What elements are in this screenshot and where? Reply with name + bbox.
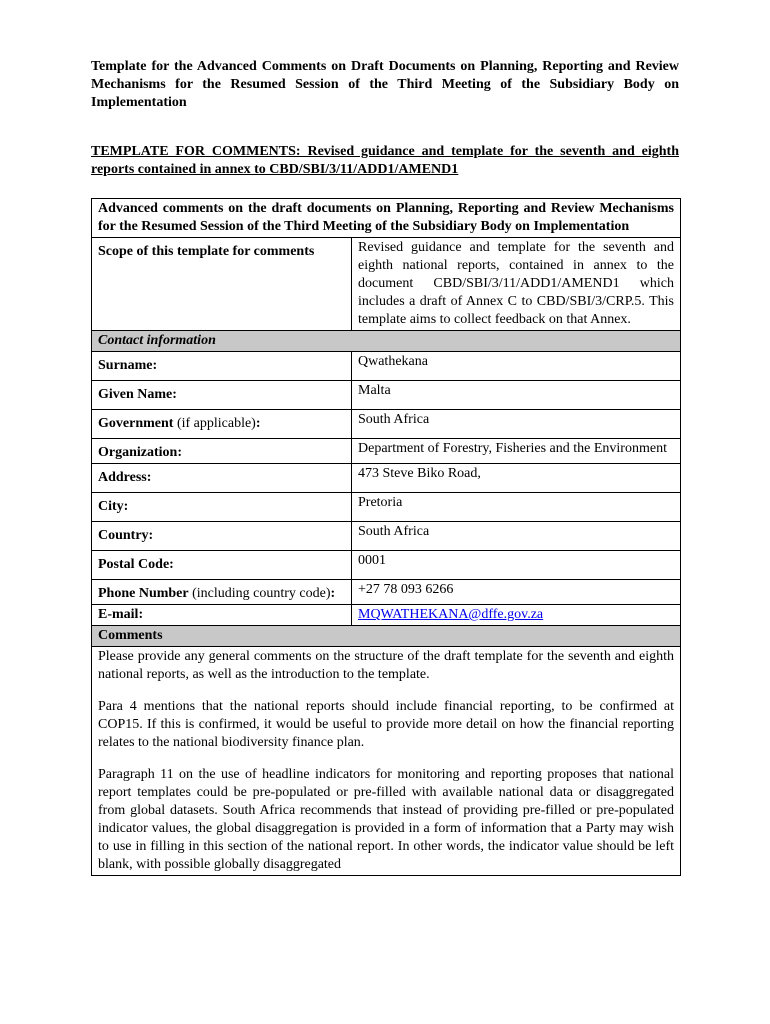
postal-code-field[interactable]: 0001 <box>352 551 681 580</box>
organization-label: Organization: <box>92 439 352 464</box>
phone-field[interactable]: +27 78 093 6266 <box>352 580 681 605</box>
scope-label: Scope of this template for comments <box>92 238 352 331</box>
surname-row <box>92 352 681 381</box>
given-name-row <box>92 381 681 410</box>
email-label: E-mail: <box>92 605 352 626</box>
scope-value: Revised guidance and template for the seventh and eighth national reports, contained in annex to the document CBD/SBI/3/11/ADD1/AMEND1 which includes a draft of Annex C to CBD/SBI/3/CRP.5. This template aims to collect feedback on that Annex. <box>352 238 681 331</box>
email-row <box>92 605 681 626</box>
form-header: Advanced comments on the draft documents on Planning, Reporting and Review Mechanisms for the Resumed Session of the Third Meeting of the Subsidiary Body on Implementation <box>92 199 681 238</box>
address-row <box>92 464 681 493</box>
city-label: City: <box>92 493 352 522</box>
given-name-field[interactable]: Malta <box>352 381 681 410</box>
country-field[interactable]: South Africa <box>352 522 681 551</box>
comments-cell[interactable] <box>92 647 681 876</box>
comments-form-table <box>91 198 681 876</box>
given-name-label: Given Name: <box>92 381 352 410</box>
country-label: Country: <box>92 522 352 551</box>
comments-body <box>98 648 674 874</box>
address-field[interactable]: 473 Steve Biko Road, <box>352 464 681 493</box>
phone-label-note: (including country code) <box>188 586 331 601</box>
document-title: Template for the Advanced Comments on Draft Documents on Planning, Reporting and Review Mechanisms for the Resumed Session of the Third Meeting of the Subsidiary Body on Implementation <box>91 59 679 110</box>
comment-paragraph: Paragraph 11 on the use of headline indicators for monitoring and reporting proposes that national report templates could be pre-populated or pre-filled with available national data or disaggregated from global datasets. South Africa recommends that instead of providing pre-filled or pre-populated indicator values, the global disaggregation is provided in a form of information that a Party may wish to use in filling in this section of the national report. In other words, the indicator value should be left blank, with possible globally disaggregated <box>98 767 674 872</box>
government-label-colon: : <box>255 416 261 431</box>
comment-paragraph: Para 4 mentions that the national reports should include financial reporting, to be confirmed at COP15. If this is confirmed, it would be useful to provide more detail on how the financial reporting relates to the national biodiversity finance plan. <box>98 699 674 750</box>
city-row <box>92 493 681 522</box>
organization-field[interactable]: Department of Forestry, Fisheries and the Environment <box>352 439 681 464</box>
comment-paragraph: Please provide any general comments on the structure of the draft template for the seventh and eighth national reports, as well as the introduction to the template. <box>98 649 674 682</box>
country-row <box>92 522 681 551</box>
email-link[interactable]: MQWATHEKANA@dffe.gov.za <box>358 607 544 622</box>
address-label: Address: <box>92 464 352 493</box>
email-field <box>352 605 681 626</box>
government-label-main: Government <box>98 416 174 431</box>
government-row <box>92 410 681 439</box>
surname-field[interactable]: Qwathekana <box>352 352 681 381</box>
city-field[interactable]: Pretoria <box>352 493 681 522</box>
contact-section-header: Contact information <box>92 331 681 352</box>
organization-row <box>92 439 681 464</box>
postal-code-row <box>92 551 681 580</box>
template-subtitle: TEMPLATE FOR COMMENTS: Revised guidance and template for the seventh and eighth reports contained in annex to CBD/SBI/3/11/ADD1/AMEND1 <box>91 144 679 177</box>
phone-row <box>92 580 681 605</box>
postal-code-label: Postal Code: <box>92 551 352 580</box>
phone-label <box>92 580 352 605</box>
government-label <box>92 410 352 439</box>
document-page <box>91 58 679 876</box>
government-field[interactable]: South Africa <box>352 410 681 439</box>
surname-label: Surname: <box>92 352 352 381</box>
phone-label-colon: : <box>330 586 336 601</box>
government-label-note: (if applicable) <box>173 416 256 431</box>
phone-label-main: Phone Number <box>98 586 189 601</box>
comments-section-header: Comments <box>92 626 681 647</box>
